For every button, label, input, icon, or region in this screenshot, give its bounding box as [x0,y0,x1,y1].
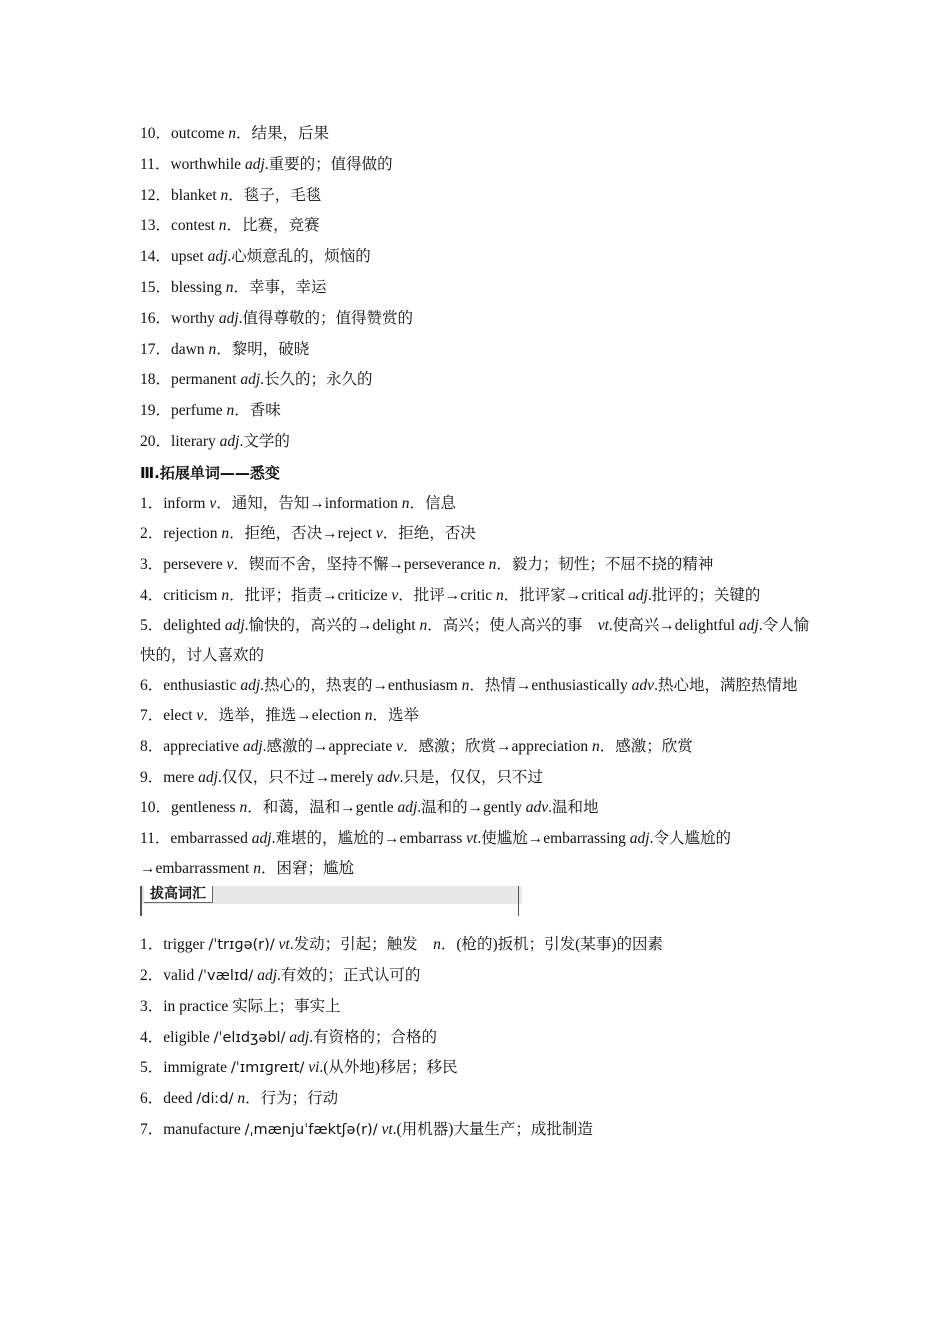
heading-left-rule [140,886,142,916]
word-entry-20: 20．literary adj.文学的 [140,432,290,450]
adv-entry-5: 5．immigrate /ˈɪmɪɡreɪt/ vi.(从外地)移居；移民 [140,1059,458,1077]
word-entry-12: 12．blanket n．毯子，毛毯 [140,186,322,204]
heading-right-rule [518,886,519,916]
advanced-vocab-heading [140,886,812,916]
word-entry-11: 11．worthwhile adj.重要的；值得做的 [140,155,393,173]
ext-entry-4: 4．criticism n．批评；指责→criticize v．批评→critic n．批评家→critical adj.批评的；关键的 [140,586,761,604]
ext-entry-1: 1．inform v．通知，告知→information n．信息 [140,494,457,512]
adv-entry-4: 4．eligible /ˈelɪdʒəbl/ adj.有资格的；合格的 [140,1028,438,1046]
ext-entry-2: 2．rejection n．拒绝，否决→reject v．拒绝，否决 [140,525,476,543]
adv-entry-1: 1．trigger /ˈtrɪɡə(r)/ vt.发动；引起；触发 n．(枪的)扳机；引发(某事)的因素 [140,936,664,954]
ext-entry-5: 5．delighted adj.愉快的，高兴的→delight n．高兴；使人高兴的事 vt.使高兴→delightful adj.令人愉快的，讨人喜欢的 [140,616,810,664]
word-entry-16: 16．worthy adj.值得尊敬的；值得赞赏的 [140,309,414,327]
word-entry-13: 13．contest n．比赛，竞赛 [140,217,320,235]
ext-entry-8: 8．appreciative adj.感激的→appreciate v．感激；欣赏→appreciation n．感激；欣赏 [140,737,693,755]
adv-entry-2: 2．valid /ˈvælɪd/ adj.有效的；正式认可的 [140,966,421,984]
ext-entry-9: 9．mere adj.仅仅，只不过→merely adv.只是，仅仅，只不过 [140,768,543,786]
word-entry-18: 18．permanent adj.长久的；永久的 [140,371,373,389]
ext-entry-7: 7．elect v．选举，推选→election n．选举 [140,706,419,724]
adv-entry-6: 6．deed /diːd/ n．行为；行动 [140,1090,339,1108]
adv-entry-7: 7．manufacture /ˌmænjuˈfæktʃə(r)/ vt.(用机器)大量生产；成批制造 [140,1120,593,1138]
word-entry-10: 10．outcome n．结果，后果 [140,125,330,142]
ext-entry-11: 11．embarrassed adj.难堪的，尴尬的→embarrass vt.使尴尬→embarrassing adj.令人尴尬的→embarrassment n．困窘；尴尬 [140,830,731,878]
word-entry-14: 14．upset adj.心烦意乱的，烦恼的 [140,248,371,266]
ext-entry-10: 10．gentleness n．和蔼，温和→gentle adj.温和的→gently adv.温和地 [140,799,599,817]
vocabulary-content [140,119,812,1146]
ext-entry-6: 6．enthusiastic adj.热心的，热衷的→enthusiasm n．热情→enthusiastically adv.热心地，满腔热情地 [140,676,798,694]
word-entry-15: 15．blessing n．幸事，幸运 [140,278,327,296]
word-entry-17: 17．dawn n．黎明，破晓 [140,340,310,358]
word-entry-19: 19．perfume n．香味 [140,402,281,420]
adv-entry-3: 3．in practice 实际上；事实上 [140,997,341,1015]
ext-entry-3: 3．persevere v．锲而不舍，坚持不懈→perseverance n．毅力；韧性；不屈不挠的精神 [140,556,714,574]
heading-label: 拔高词汇 [144,886,213,903]
section-3-heading: Ⅲ.拓展单词——悉变 [140,463,280,482]
